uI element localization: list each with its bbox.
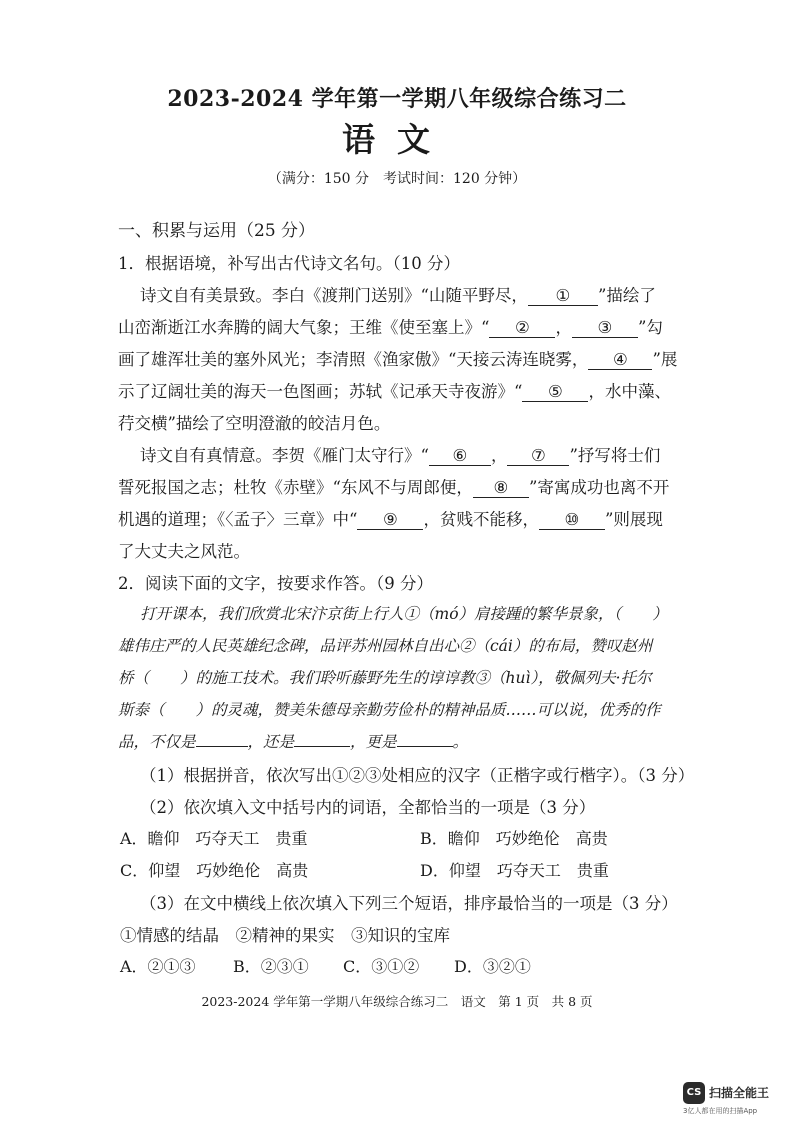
q2-sub3-phrases: ①情感的结晶 ②精神的果实 ③知识的宝库 — [120, 926, 450, 945]
q2-sub2-option-d[interactable]: D．仰望 巧夺天工 贵重 — [420, 861, 609, 880]
q1-p2-line4: 了大丈夫之风范。 — [118, 542, 250, 561]
fill-blank-8[interactable]: ⑧ — [473, 479, 529, 498]
scanner-logo-icon: CS — [683, 1082, 705, 1104]
q2-sub3-option-d[interactable]: D．③②① — [454, 957, 531, 976]
q1-p1-line3: 画了雄浑壮美的塞外风光；李清照《渔家傲》“天接云涛连晓雾， ④ ”展 — [118, 350, 678, 369]
q1-p2-line1: 诗文自有真情意。李贺《雁门太守行》“ ⑥ ， ⑦ ”抒写将士们 — [140, 446, 661, 465]
scanner-watermark — [683, 1082, 783, 1118]
passage-blank-3[interactable] — [397, 746, 453, 747]
q2-passage-line1: 打开课本，我们欣赏北宋汴京街上行人①（mó）肩接踵的繁华景象，（ ） — [140, 605, 668, 623]
fill-blank-4[interactable]: ④ — [588, 351, 652, 370]
q2-sub3: （3）在文中横线上依次填入下列三个短语，排序最恰当的一项是（3 分） — [140, 894, 678, 913]
fill-blank-7[interactable]: ⑦ — [507, 447, 569, 466]
fill-blank-2[interactable]: ② — [489, 319, 555, 338]
exam-title: 2023-2024 学年第一学期八年级综合练习二 — [167, 86, 627, 112]
exam-meta: （满分：150 分 考试时间：120 分钟） — [267, 171, 527, 187]
q2-passage-line2: 雄伟庄严的人民英雄纪念碑，品评苏州园林自出心②（cái）的布局，赞叹赵州 — [118, 637, 653, 655]
fill-blank-5[interactable]: ⑤ — [522, 383, 588, 402]
section-heading: 一、积累与运用（25 分） — [118, 221, 316, 241]
q2-sub3-option-c[interactable]: C．③①② — [343, 957, 420, 976]
q1-p1-line2: 山峦渐逝江水奔腾的阔大气象；王维《使至塞上》“ ② ， ③ ”勾 — [118, 318, 663, 337]
q2-passage-line3: 桥（ ）的施工技术。我们聆听藤野先生的谆谆教③（huì），敬佩列夫·托尔 — [118, 669, 652, 687]
fill-blank-6[interactable]: ⑥ — [429, 447, 491, 466]
q1-p1-line5: 荇交横”描绘了空明澄澈的皎洁月色。 — [118, 414, 391, 433]
q2-sub2-option-c[interactable]: C．仰望 巧妙绝伦 高贵 — [120, 861, 309, 880]
scanner-name: 扫描全能王 — [709, 1086, 770, 1100]
fill-blank-9[interactable]: ⑨ — [357, 511, 423, 530]
q2-passage-line5: 品，不仅是 ，还是 ，更是 。 — [118, 733, 469, 751]
subject-title: 语文 — [342, 120, 452, 159]
q1-p2-line3: 机遇的道理；《〈孟子〉三章》中“ ⑨ ，贫贱不能移， ⑩ ”则展现 — [118, 510, 663, 529]
fill-blank-1[interactable]: ① — [528, 287, 598, 306]
passage-blank-1[interactable] — [196, 746, 248, 747]
fill-blank-10[interactable]: ⑩ — [539, 511, 605, 530]
q2-passage-line4: 斯泰（ ）的灵魂，赞美朱德母亲勤劳俭朴的精神品质……可以说，优秀的作 — [118, 701, 661, 719]
q2-sub1: （1）根据拼音，依次写出①②③处相应的汉字（正楷字或行楷字）。（3 分） — [140, 766, 695, 785]
q1-p2-line2: 誓死报国之志；杜牧《赤壁》“东风不与周郎便， ⑧ ”寄寓成功也离不开 — [118, 478, 670, 497]
q1-p1-line1: 诗文自有美景致。李白《渡荆门送别》“山随平野尽， ① ”描绘了 — [140, 286, 656, 305]
q2-sub2: （2）依次填入文中括号内的词语，全都恰当的一项是（3 分） — [140, 798, 596, 817]
q2-sub3-option-b[interactable]: B．②③① — [233, 957, 309, 976]
page-footer: 2023-2024 学年第一学期八年级综合练习二 语文 第 1 页 共 8 页 — [201, 994, 593, 1009]
question-2-prompt: 2．阅读下面的文字，按要求作答。（9 分） — [118, 574, 433, 593]
q2-sub3-option-a[interactable]: A．②①③ — [120, 957, 196, 976]
q2-sub2-option-b[interactable]: B．瞻仰 巧妙绝伦 高贵 — [420, 829, 608, 848]
q2-sub2-option-a[interactable]: A．瞻仰 巧夺天工 贵重 — [120, 829, 308, 848]
q1-p1-line4: 示了辽阔壮美的海天一色图画；苏轼《记承天寺夜游》“ ⑤ ，水中藻、 — [118, 382, 671, 401]
question-1-prompt: 1．根据语境，补写出古代诗文名句。（10 分） — [118, 254, 460, 273]
passage-blank-2[interactable] — [294, 746, 350, 747]
scanner-slogan: 3亿人都在用的扫描App — [683, 1107, 758, 1115]
fill-blank-3[interactable]: ③ — [572, 319, 638, 338]
